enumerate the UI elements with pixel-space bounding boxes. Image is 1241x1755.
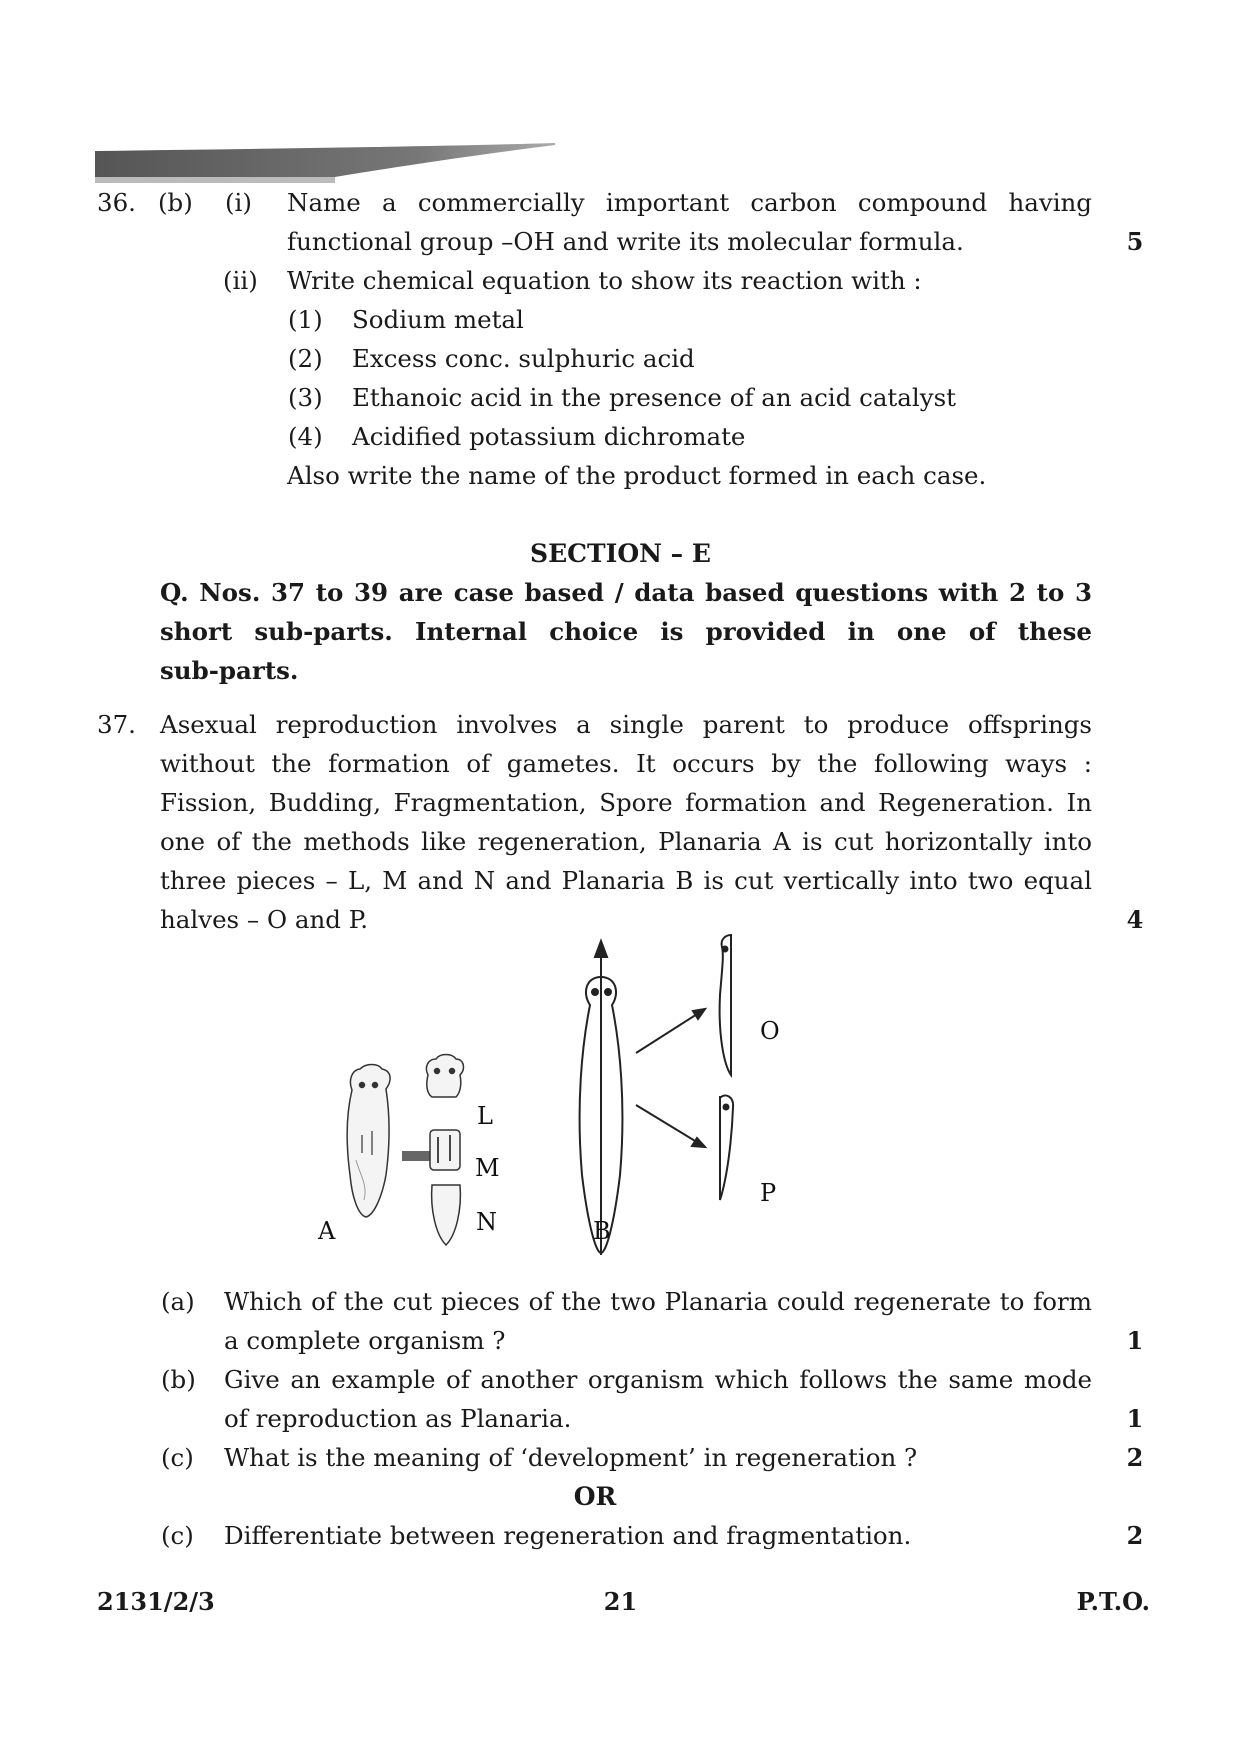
section-instructions: Q. Nos. 37 to 39 are case based / data based questions with 2 to 3 xyxy=(160,578,1092,607)
figure-label-p: P xyxy=(760,1179,777,1207)
subpart-label: (i) xyxy=(225,188,252,217)
question-number: 37. xyxy=(97,710,136,739)
planaria-a-drawing xyxy=(347,1065,390,1218)
paper-code: 2131/2/3 xyxy=(97,1587,215,1616)
list-item-text: Excess conc. sulphuric acid xyxy=(352,344,695,373)
list-item-label: (2) xyxy=(288,344,323,373)
figure-label-n: N xyxy=(476,1208,497,1236)
passage-line: three pieces – L, M and N and Planaria B is cut vertically into two equal xyxy=(160,866,1092,895)
page-number: 21 xyxy=(603,1587,638,1616)
subpart-label: (ii) xyxy=(223,266,258,295)
list-item-label: (3) xyxy=(288,383,323,412)
marks: 1 xyxy=(1126,1404,1144,1433)
figure-label-b: B xyxy=(593,1217,611,1245)
figure-label-m: M xyxy=(475,1154,500,1182)
question-number: 36. xyxy=(97,188,136,217)
header-decorative-bar xyxy=(95,143,555,185)
section-instructions: short sub-parts. Internal choice is provided in one of these xyxy=(160,617,1092,646)
planaria-halves-op xyxy=(720,935,733,1200)
marks: 2 xyxy=(1126,1443,1144,1472)
list-item-label: (1) xyxy=(288,305,323,334)
subquestion-label: (c) xyxy=(161,1443,194,1472)
or-divider: OR xyxy=(573,1482,617,1511)
question-text: Write chemical equation to show its reaction with : xyxy=(287,266,922,295)
figure-label-l: L xyxy=(477,1102,493,1130)
part-label: (b) xyxy=(158,188,193,217)
marks: 2 xyxy=(1126,1521,1144,1550)
section-title: SECTION – E xyxy=(530,539,711,568)
subquestion-text: a complete organism ? xyxy=(224,1326,506,1355)
question-text: Also write the name of the product formed in each case. xyxy=(287,461,987,490)
marks: 4 xyxy=(1126,905,1144,934)
passage-line: halves – O and P. xyxy=(160,905,368,934)
passage-line: without the formation of gametes. It occurs by the following ways : xyxy=(160,749,1092,778)
subquestion-text: Give an example of another organism which follows the same mode xyxy=(224,1365,1092,1394)
list-item-text: Ethanoic acid in the presence of an acid catalyst xyxy=(352,383,956,412)
planaria-figure xyxy=(320,935,880,1280)
passage-line: Fission, Budding, Fragmentation, Spore formation and Regeneration. In xyxy=(160,788,1092,817)
figure-label-o: O xyxy=(760,1017,780,1045)
subquestion-label: (a) xyxy=(161,1287,195,1316)
section-instructions: sub-parts. xyxy=(160,656,299,685)
planaria-b-drawing xyxy=(580,941,705,1255)
subquestion-text: of reproduction as Planaria. xyxy=(224,1404,572,1433)
subquestion-text: Which of the cut pieces of the two Planaria could regenerate to form xyxy=(224,1287,1092,1316)
subquestion-text: Differentiate between regeneration and fragmentation. xyxy=(224,1521,912,1550)
list-item-text: Acidified potassium dichromate xyxy=(352,422,746,451)
subquestion-label: (b) xyxy=(161,1365,196,1394)
figure-label-a: A xyxy=(318,1217,336,1245)
question-text: Name a commercially important carbon compound having xyxy=(287,188,1092,217)
planaria-pieces-lmn xyxy=(426,1055,463,1246)
passage-line: one of the methods like regeneration, Planaria A is cut horizontally into xyxy=(160,827,1092,856)
pto-label: P.T.O. xyxy=(1076,1587,1150,1616)
list-item-label: (4) xyxy=(288,422,323,451)
marks: 1 xyxy=(1126,1326,1144,1355)
list-item-text: Sodium metal xyxy=(352,305,524,334)
marks: 5 xyxy=(1126,227,1144,256)
subquestion-text: What is the meaning of ‘development’ in regeneration ? xyxy=(224,1443,918,1472)
subquestion-label: (c) xyxy=(161,1521,194,1550)
passage-line: Asexual reproduction involves a single parent to produce offsprings xyxy=(160,710,1092,739)
question-text: functional group –OH and write its molecular formula. xyxy=(287,227,964,256)
